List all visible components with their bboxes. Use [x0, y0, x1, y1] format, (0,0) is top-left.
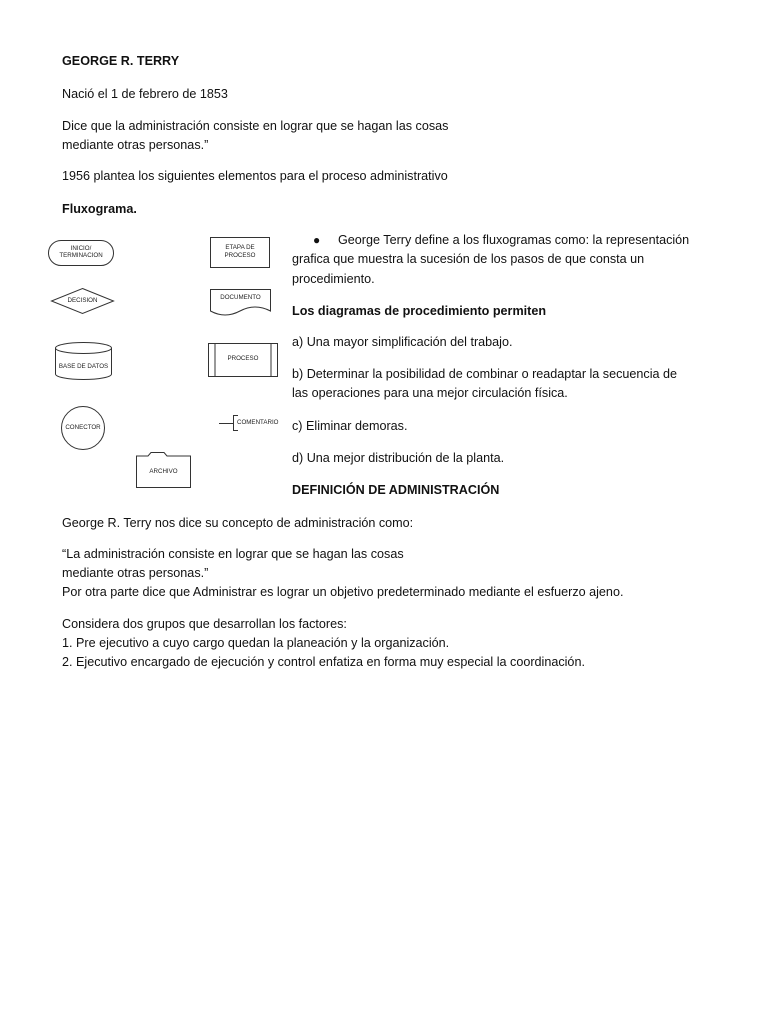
quote2-line-1: “La administración consiste en lograr que se hagan las cosas [62, 547, 404, 561]
etapa-label-1: ETAPA DE [225, 244, 255, 251]
inicio-label-1: INICIO/ [70, 245, 92, 252]
document-title: GEORGE R. TERRY [62, 54, 180, 68]
bullet-text-line-1: George Terry define a los fluxogramas como: la representación [338, 233, 690, 247]
inicio-terminacion-shape [48, 240, 114, 266]
considera-line: Considera dos grupos que desarrollan los factores: [62, 617, 347, 631]
fluxograma-heading: Fluxograma. [62, 202, 137, 216]
item-b-line-1: b) Determinar la posibilidad de combinar o readaptar la secuencia de [292, 367, 678, 381]
year-line: 1956 plantea los siguientes elementos para el proceso administrativo [62, 169, 448, 183]
concepto-line: George R. Terry nos dice su concepto de administración como: [62, 516, 414, 530]
base-datos-label: BASE DE DATOS [58, 363, 109, 370]
conector-shape [61, 406, 105, 450]
quote-line-1: Dice que la administración consiste en lograr que se hagan las cosas [62, 119, 449, 133]
quote-line-2: mediante otras personas.” [62, 138, 209, 152]
bullet-text-line-3: procedimiento. [292, 272, 375, 286]
proceso-shape [208, 343, 278, 377]
documento-label: DOCUMENTO [220, 294, 261, 301]
bullet-text-line-2: grafica que muestra la sucesión de los pasos de que consta un [292, 252, 645, 266]
etapa-proceso-shape [210, 237, 270, 268]
comentario-label: COMENTARIO [237, 419, 279, 426]
archivo-shape [136, 452, 191, 488]
diagramas-heading: Los diagramas de procedimiento permiten [292, 304, 547, 318]
archivo-label: ARCHIVO [149, 468, 178, 475]
otra-parte-line: Por otra parte dice que Administrar es lograr un objetivo predeterminado mediante el esfuerzo ajeno. [62, 585, 624, 599]
bullet-dot: ● [313, 233, 321, 247]
documento-shape [210, 289, 271, 317]
group-item-2: 2. Ejecutivo encargado de ejecución y control enfatiza en forma muy especial la coordinación. [62, 655, 585, 669]
decision-label: DECISION [67, 297, 98, 304]
inicio-label-2: TERMINACION [59, 252, 103, 259]
comentario-shape [219, 414, 283, 432]
decision-shape [51, 288, 114, 314]
etapa-label-2: PROCESO [224, 252, 256, 259]
item-a: a) Una mayor simplificación del trabajo. [292, 335, 513, 349]
quote2-line-2: mediante otras personas.” [62, 566, 209, 580]
definicion-heading: DEFINICIÓN DE ADMINISTRACIÓN [292, 483, 500, 497]
item-c: c) Eliminar demoras. [292, 419, 408, 433]
item-d: d) Una mejor distribución de la planta. [292, 451, 505, 465]
group-item-1: 1. Pre ejecutivo a cuyo cargo quedan la planeación y la organización. [62, 636, 450, 650]
conector-label: CONECTOR [65, 424, 101, 431]
proceso-label: PROCESO [227, 355, 259, 362]
item-b-line-2: las operaciones para una mejor circulación física. [292, 386, 568, 400]
base-datos-shape [55, 342, 112, 380]
birth-date-line: Nació el 1 de febrero de 1853 [62, 87, 228, 101]
